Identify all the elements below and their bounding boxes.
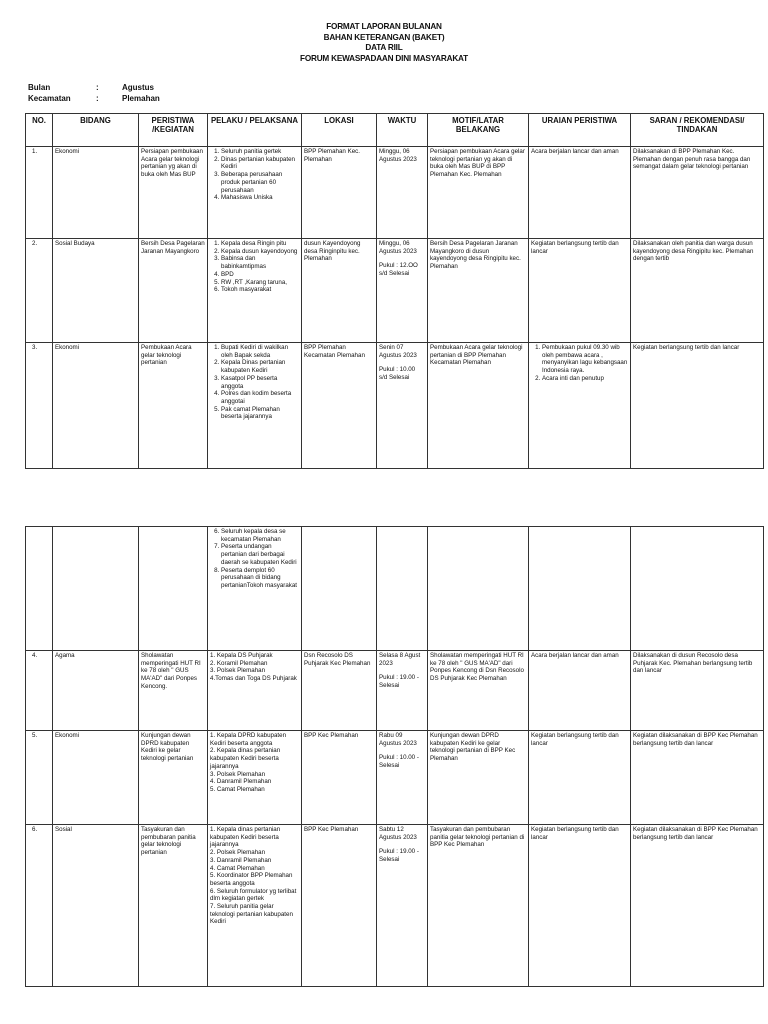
col-header-bidang: BIDANG <box>53 114 139 147</box>
waktu-time: Pukul : 19.00 - Selesai <box>379 674 419 690</box>
waktu-date: Minggu, 06 Agustus 2023 <box>379 240 417 255</box>
pelaku-item: 1. Kepala DPRD kabupaten Kediri beserta anggota <box>210 732 287 747</box>
meta-bulan <box>28 82 154 93</box>
row-motif: Kunjungan dewan DPRD kabupaten Kediri ke gelar teknologi pertanian di BPP Kec Plemahan <box>428 731 529 825</box>
row-motif: Bersih Desa Pagelaran Jaranan Mayangkoro di dusun kayendoyong desa Ringipitu kec. Plemahan <box>428 239 529 343</box>
col-header-motif: MOTIF/LATAR BELAKANG <box>428 114 529 147</box>
pelaku-item: 6. Tokoh masyarakat <box>221 286 299 294</box>
pelaku-item: 6. Seluruh kepala desa se kecamatan Plemahan <box>221 528 299 543</box>
table-header-row <box>26 114 764 147</box>
table-row <box>26 147 764 239</box>
pelaku-item: 2. Kepala dinas pertanian kabupaten Kediri beserta jajarannya <box>210 747 281 770</box>
row-no: 3. <box>26 343 53 469</box>
pelaku-item: 4. Mahasiswa Uniska <box>221 194 299 202</box>
row-bidang: Sosial <box>53 825 139 987</box>
bulan-value: Agustus <box>122 83 154 92</box>
row-peristiwa: Pembukaan Acara gelar teknologi pertanian <box>139 343 208 469</box>
row-uraian: Kegiatan berlangsung tertib dan lancar <box>529 731 631 825</box>
pelaku-item: 5. Camat Plemahan <box>210 785 265 793</box>
pelaku-item: 2. Kepala dusun kayendoyong <box>221 248 299 256</box>
pelaku-item: 3. Polsek Plemahan <box>210 770 266 778</box>
report-header <box>0 22 768 64</box>
uraian-item: 1. Pembukaan pukul 09.30 wib oleh pembawa acara , menyanyikan lagu kebangsaan Indonesia raya. <box>542 344 628 375</box>
col-header-saran: SARAN / REKOMENDASI/ TINDAKAN <box>631 114 764 147</box>
row-waktu <box>377 651 428 731</box>
pelaku-item: 3. Kasatpol PP beserta anggota <box>221 375 299 390</box>
col-header-peristiwa: PERISTIWA /KEGIATAN <box>139 114 208 147</box>
row-saran: Kegiatan dilaksanakan di BPP Kec Plemahan berlangsung tertib dan lancar <box>631 731 764 825</box>
report-table-page-2 <box>25 526 764 987</box>
row-peristiwa: Bersih Desa Pagelaran Jaranan Mayangkoro <box>139 239 208 343</box>
col-header-no: NO. <box>26 114 53 147</box>
pelaku-item: 4. Polres dan kodim beserta anggotai <box>221 390 299 405</box>
waktu-date: Sabtu 12 Agustus 2023 <box>379 826 417 841</box>
row-pelaku <box>208 651 302 731</box>
pelaku-item: 3. Polsek Plemahan <box>210 667 266 675</box>
row-lokasi: BPP Kec Plemahan <box>302 731 377 825</box>
row-no: 1. <box>26 147 53 239</box>
row-bidang: Agama <box>53 651 139 731</box>
pelaku-item: 1. Bupati Kediri di wakilkan oleh Bapak sekda <box>221 344 299 359</box>
waktu-time: Pukul : 19.00 - Selesai <box>379 848 419 864</box>
waktu-date: Senin 07 Agustus 2023 <box>379 344 417 359</box>
pelaku-item: 2. Polsek Plemahan <box>210 849 266 857</box>
row-no: 5. <box>26 731 53 825</box>
row-lokasi: Dsn Recosolo DS Puhjarak Kec Plemahan <box>302 651 377 731</box>
kecamatan-value: Plemahan <box>122 94 160 103</box>
table-row <box>26 825 764 987</box>
pelaku-item: 6. Seluruh formulator yg terlibat dlm kegiatan gertek <box>210 887 297 903</box>
row-bidang: Ekonomi <box>53 731 139 825</box>
col-header-uraian: URAIAN PERISTIWA <box>529 114 631 147</box>
pelaku-item: 4.Tomas dan Toga DS Puhjarak <box>210 675 297 683</box>
row-bidang: Ekonomi <box>53 343 139 469</box>
row-pelaku <box>208 731 302 825</box>
report-forum: FORUM KEWASPADAAN DINI MASYARAKAT <box>300 53 468 63</box>
row-saran: Kegiatan berlangsung tertib dan lancar <box>631 343 764 469</box>
pelaku-item: 5. Koordinator BPP Plemahan beserta anggota <box>210 872 293 887</box>
row-pelaku <box>208 239 302 343</box>
row-motif: Persiapan pembukaan Acara gelar teknologi pertanian yg akan di buka oleh Mas BUP di BPP Plemahan Kec. Plemahan <box>428 147 529 239</box>
pelaku-item: 2. Dinas pertanian kabupaten Kediri <box>221 156 299 171</box>
row-waktu <box>377 825 428 987</box>
row-waktu <box>377 239 428 343</box>
row-lokasi: BPP Plemahan Kec. Plemahan <box>302 147 377 239</box>
pelaku-item: 5. RW ,RT ,Karang taruna, <box>221 279 299 287</box>
col-header-lokasi: LOKASI <box>302 114 377 147</box>
table-row <box>26 651 764 731</box>
row-waktu <box>377 731 428 825</box>
waktu-date: Minggu, 06 Agustus 2023 <box>379 148 417 163</box>
report-title: FORMAT LAPORAN BULANAN <box>326 22 442 31</box>
report-data-type: DATA RIIL <box>365 43 403 52</box>
row-bidang: Sosial Budaya <box>53 239 139 343</box>
row-lokasi: BPP Kec Plemahan <box>302 825 377 987</box>
row-motif: Pembukaan Acara gelar teknologi pertanian di BPP Plemahan Kecamatan Plemahan <box>428 343 529 469</box>
waktu-time: Pukul : 12.OO s/d Selesai <box>379 262 418 278</box>
row-pelaku <box>208 343 302 469</box>
table-row <box>26 239 764 343</box>
row-lokasi: dusun Kayendoyong desa Ringinpitu kec. Plemahan <box>302 239 377 343</box>
pelaku-item: 1. Seluruh panitia gertek <box>221 148 299 156</box>
waktu-time: Pukul : 10.00 - Selesai <box>379 754 419 770</box>
row-peristiwa: Kunjungan dewan DPRD kabupaten Kediri ke gelar teknologi pertanian <box>139 731 208 825</box>
row-no: 6. <box>26 825 53 987</box>
row-saran: Dilaksanakan oleh panitia dan warga dusun kayendoyong desa Ringipitu kec. Plemahan dengan tertib <box>631 239 764 343</box>
table-row <box>26 731 764 825</box>
row-lokasi: BPP Plemahan Kecamatan Plemahan <box>302 343 377 469</box>
row-pelaku <box>208 147 302 239</box>
row-no: 4. <box>26 651 53 731</box>
row-no: 2. <box>26 239 53 343</box>
row-waktu <box>377 147 428 239</box>
meta-kecamatan <box>28 93 160 104</box>
row-peristiwa: Persiapan pembukaan Acara gelar teknologi pertanian yg akan di buka oleh Mas BUP <box>139 147 208 239</box>
row-uraian: Acara berjalan lancar dan aman <box>529 651 631 731</box>
pelaku-item: 2. Kepala Dinas pertanian kabupaten Kediri <box>221 359 299 374</box>
pelaku-item: 1. Kepala dinas pertanian kabupaten Kediri beserta jajarannya <box>210 826 281 849</box>
row-saran: Kegiatan dilaksanakan di BPP Kec Plemahan berlangsung tertib dan lancar <box>631 825 764 987</box>
pelaku-item: 3. Beberapa perusahaan produk pertanian 60 perusahaan <box>221 171 299 194</box>
bulan-label: Bulan <box>28 83 51 92</box>
row-saran: Dilaksanakan di BPP Plemahan Kec. Plemahan dengan penuh rasa bangga dan semangat dalam gelar teknologi pertanian <box>631 147 764 239</box>
bulan-colon: : <box>96 83 99 92</box>
pelaku-item: 1. Kepala desa Ringin pitu <box>221 240 299 248</box>
row-uraian: Kegiatan berlangsung tertib dan lancar <box>529 239 631 343</box>
row-saran: Dilaksanakan di dusun Recosolo desa Puhjarak Kec. Plemahan berlangsung tertib dan lancar <box>631 651 764 731</box>
report-table-page-1 <box>25 113 764 469</box>
row-bidang: Ekonomi <box>53 147 139 239</box>
pelaku-item: 1. Kepala DS Puhjarak <box>210 652 273 659</box>
table-row-continued <box>26 527 764 651</box>
pelaku-item: 7. Seluruh panitia gelar teknologi pertanian kabupaten Kediri <box>210 903 293 926</box>
report-subtitle: BAHAN KETERANGAN (BAKET) <box>323 32 445 42</box>
pelaku-item: 4. Camat Plemahan <box>210 864 265 872</box>
row-motif: Sholawatan memperingati HUT RI ke 78 oleh " GUS MA'AD" dari Ponpes Kencong di Dsn Recosolo DS Puhjarak Kec Plemahan <box>428 651 529 731</box>
table-row <box>26 343 764 469</box>
col-header-pelaku: PELAKU / PELAKSANA <box>208 114 302 147</box>
col-header-waktu: WAKTU <box>377 114 428 147</box>
row-uraian: Acara berjalan lancar dan aman <box>529 147 631 239</box>
pelaku-item: 3. Babinsa dan babinkamtipmas <box>221 255 299 270</box>
uraian-item: 2. Acara inti dan penutup <box>542 375 628 383</box>
pelaku-item: 4. Danramil Plemahan <box>210 778 272 786</box>
row-motif: Tasyakuran dan pembubaran panitia gelar teknologi pertanian di BPP Kec Plemahan <box>428 825 529 987</box>
waktu-time: Pukul : 10.00 s/d Selesai <box>379 366 416 382</box>
row-uraian <box>529 343 631 469</box>
pelaku-item: 3. Danramil Plemahan <box>210 856 272 864</box>
pelaku-item: 5. Pak camat Plemahan beserta jajarannya <box>221 406 299 421</box>
waktu-date: Rabu 09 Agustus 2023 <box>379 732 417 747</box>
row-peristiwa: Sholawatan memperingati HUT RI ke 78 oleh " GUS MA'AD" dari Ponpes Kencong. <box>139 651 208 731</box>
kecamatan-colon: : <box>96 94 99 103</box>
pelaku-item: 8. Peserta demplot 60 perusahaan di bidang pertanianTokoh masyarakat <box>221 567 299 590</box>
row-pelaku <box>208 527 302 651</box>
pelaku-item: 2. Koramil Plemahan <box>210 659 268 667</box>
row-uraian: Kegiatan berlangsung tertib dan lancar <box>529 825 631 987</box>
row-peristiwa: Tasyakuran dan pembubaran panitia gelar teknologi pertanian <box>139 825 208 987</box>
row-pelaku <box>208 825 302 987</box>
row-waktu <box>377 343 428 469</box>
pelaku-item: 4. BPD <box>221 271 299 279</box>
pelaku-item: 7. Peserta undangan pertanian dari berbagai daerah se kabupaten Kediri <box>221 543 299 566</box>
waktu-date: Selasa 8 Agust 2023 <box>379 652 421 667</box>
kecamatan-label: Kecamatan <box>28 94 71 103</box>
